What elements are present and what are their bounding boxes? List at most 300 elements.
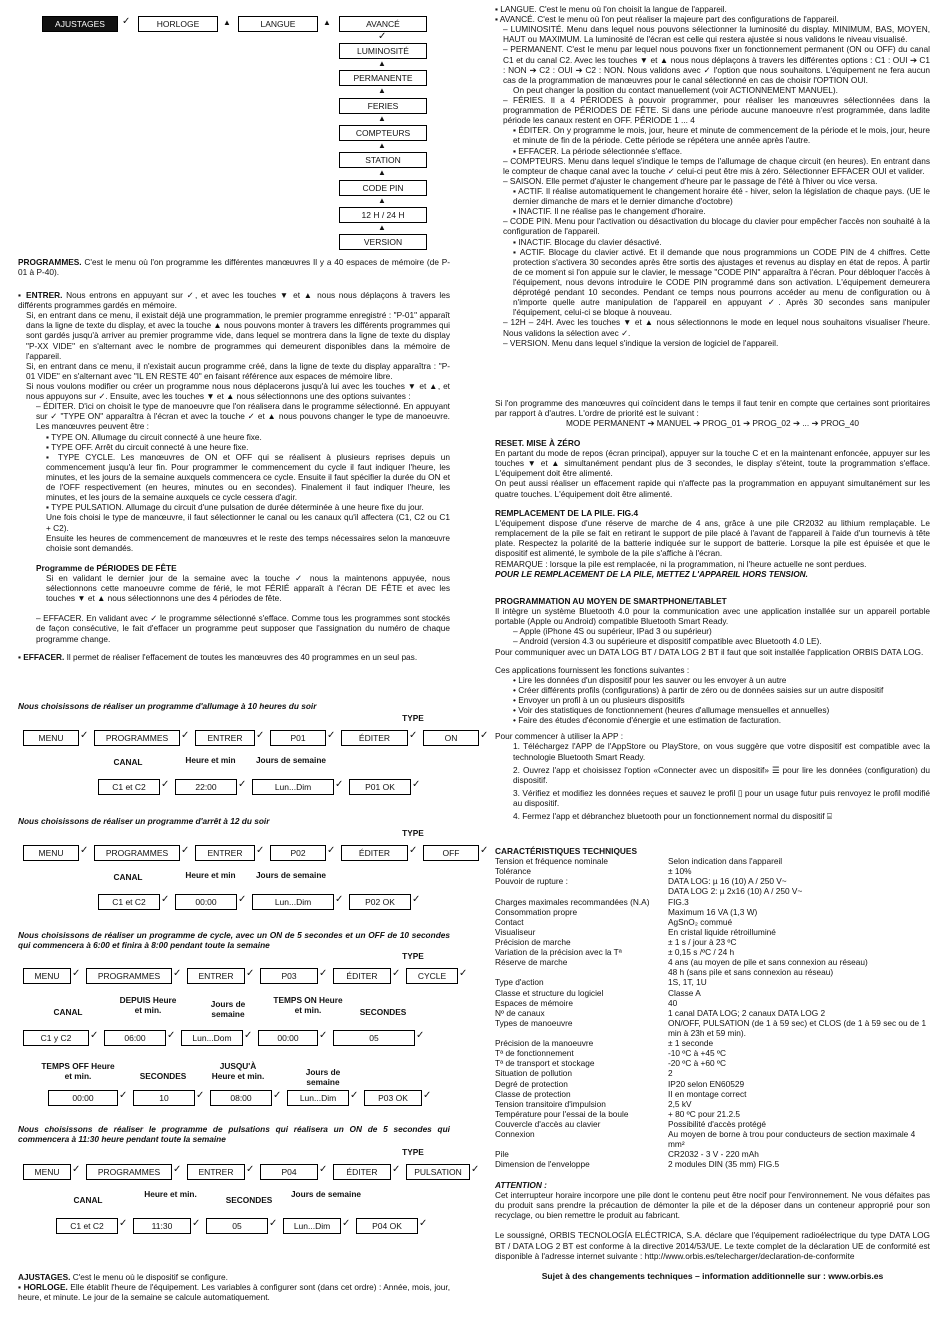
check-icon: ✓	[238, 779, 247, 790]
spec-value: Selon indication dans l'appareil	[668, 856, 783, 867]
depuis-value: 06:00	[104, 1030, 166, 1046]
spec-row	[495, 907, 930, 917]
check-icon: ✓	[244, 1030, 253, 1041]
horloge-text: Elle établit l'heure de l'équipement. Les variables à configurer sont (dans cet ordre) : Année, mois, jour, heure, et minute. Le jour de la semaine se calcule automatiquement.	[18, 1282, 450, 1303]
check-icon: ✓	[327, 730, 336, 741]
check-icon: ✓	[378, 31, 387, 42]
check-icon: ✓	[319, 968, 328, 979]
spec-value: -20 ºC à +60 ºC	[668, 1058, 726, 1069]
entrer-p4: Si nous voulons modifier ou créer un programme nous nous déplacerons jusqu'à lui avec les touches ▼ et ▲, et nous appuyons sur ✓. Ensuite, avec les touches ▼ et ▲ nous sélectionnons une des options suivantes :	[26, 380, 450, 402]
attention-title: ATTENTION :	[495, 1180, 547, 1190]
spec-value: 1S, 1T, 1U	[668, 977, 707, 988]
canal-header: CANAL	[113, 757, 143, 767]
spec-value: DATA LOG 2: µ 2x16 (10) A / 250 V~	[668, 886, 803, 897]
check-icon: ✓	[246, 968, 255, 979]
spec-row	[495, 1109, 930, 1119]
spec-value: Classe A	[668, 987, 701, 998]
codepin-text: – CODE PIN. Menu pour l'activation ou désactivation du blocage du clavier pour empêcher l'accès non souhaité à la configuration de l'appareil.	[503, 216, 930, 237]
app-step-item: 4. Fermez l'app et débranchez bluetooth pour un fonctionnement normal du dispositif ⌸	[513, 811, 832, 822]
check-icon: ✓	[480, 730, 489, 741]
app-comm: Pour communiquer avec un DATA LOG BT / DATA LOG 2 BT il faut que soit installée l'application ORBIS DATA LOG.	[495, 646, 924, 657]
canal-value: C1 et C2	[98, 779, 160, 795]
spec-value: 4 ans (au moyen de pile et sans connexion au réseau)	[668, 957, 868, 968]
check-icon: ✓	[412, 779, 421, 790]
pile-section	[495, 508, 930, 579]
check-icon: ✓	[122, 16, 131, 27]
menu-horloge: HORLOGE	[138, 16, 218, 32]
example-cycle	[18, 950, 468, 1110]
step-box: P02	[270, 845, 326, 861]
app-steps-list	[495, 741, 930, 821]
spec-value: Maximum 16 VA (1,3 W)	[668, 906, 758, 917]
effacer-text: Il permet de réaliser l'effacement de toutes les manœuvres des 40 programmes en un seul pas.	[66, 651, 418, 662]
fete-text: Si en validant le dernier jour de la semaine avec la touche ✓ nous la maintenons appuyée, nous sélectionnons cette manoeuvre comme de férié, le mot FÉRIÉ apparaît à l'écran DE FÊTE et avec les touches ▼ et ▲ nous sélectionnons une des 4 périodes de fête.	[46, 572, 450, 604]
spec-row	[495, 866, 930, 876]
pile-warning: POUR LE REMPLACEMENT DE LA PILE, METTEZ L'APPAREIL HORS TENSION.	[495, 568, 808, 579]
horloge-title: HORLOGE.	[23, 1282, 68, 1293]
seconds-header: SECONDES	[225, 1195, 273, 1205]
spec-key: Nº de canaux	[495, 1007, 545, 1018]
time-value: 00:00	[175, 894, 237, 910]
spec-value: AgSnO₂ commué	[668, 916, 733, 927]
perm-text: – PERMANENT. C'est le menu par lequel nous pouvons fixer un fonctionnement permanent (ON ou OFF) du canal C1 et du canal C2. Avec les touches ▼ et ▲ nous nous déplaçons à travers les différentes options : C1 : OUI ➔ C1 : NON ➔ C2 : OUI ➔ C2 : NON. Nous validons avec ✓ l'option que nous souhaitons. L'équipement ne fera aucun cas de la programmation de manœuvres pour le canal sélectionné en cas de choisir l'OPTION OUI.	[503, 44, 930, 85]
spec-key: Couvercle d'accès au clavier	[495, 1118, 601, 1129]
specs-section	[495, 846, 930, 1170]
ok-value: P02 OK	[349, 894, 411, 910]
days-header: Jours de semaine	[305, 1067, 341, 1087]
check-icon: ✓	[423, 1090, 432, 1101]
saison-text: – SAISON. Elle permet d'ajuster le changement d'heure par le passage de l'été à l'hiver ou vice versa.	[503, 175, 878, 186]
check-icon: ✓	[72, 968, 81, 979]
spec-key: Visualiseur	[495, 926, 536, 937]
app-function-item: • Envoyer un profil à un ou plusieurs dispositifs	[513, 694, 685, 705]
check-icon: ✓	[119, 1218, 128, 1229]
on-time-value: 00:00	[258, 1030, 318, 1046]
programmes-section	[18, 257, 450, 277]
spec-value: -10 ºC à +45 ºC	[668, 1048, 726, 1059]
menu-avance: AVANCÉ	[339, 16, 427, 32]
app-step-item: 2. Ouvrez l'app et choisissez l'option «Connecter avec un dispositif» ☰ pour lire les données (configuration) du dispositif.	[513, 764, 930, 785]
types-list	[18, 432, 450, 513]
up-arrow-icon: ▲	[378, 140, 386, 150]
menu-item: PERMANENTE	[339, 70, 427, 86]
canal-header: CANAL	[53, 1007, 83, 1017]
spec-row	[495, 876, 930, 886]
version-text: – VERSION. Menu dans lequel s'indique la version de logiciel de l'appareil.	[503, 337, 779, 348]
spec-key: Consommation propre	[495, 906, 578, 917]
canal-header: CANAL	[73, 1195, 103, 1205]
seconds-value: 05	[206, 1218, 268, 1234]
menu-item: CODE PIN	[339, 180, 427, 196]
app-function-item: • Créer différents profils (configurations) à partir de zéro ou de données saisies sur un autre dispositif	[513, 684, 884, 695]
ex3-title: Nous choisissons de réaliser un programme de cycle, avec un ON de 5 secondes et un OFF de 10 secondes qui commencera à 6:00 et finira à 8:00 pendant toute la semaine	[18, 930, 450, 951]
reset-text: En partant du mode de repos (écran principal), appuyer sur la touche C et en la maintenant enfoncée, appuyer sur les touches ▼ et ▲ simultanément pendant plus de 3 secondes, le display s'éteint, toute la programmation s'efface. L'équipement doit être alimenté.	[495, 448, 930, 479]
spec-row	[495, 947, 930, 957]
on-seconds-value: 05	[333, 1030, 415, 1046]
check-icon: ✓	[409, 845, 418, 856]
spec-row	[495, 1079, 930, 1089]
check-icon: ✓	[319, 1164, 328, 1175]
up-arrow-icon: ▲	[223, 18, 231, 27]
spec-value: 2	[668, 1068, 673, 1079]
spec-key: Tension transitoire d'impulsion	[495, 1098, 606, 1109]
up-arrow-icon: ▲	[378, 168, 386, 178]
codepin-a: ▪ INACTIF. Blocage du clavier désactivé.	[513, 236, 662, 247]
menu-item: COMPTEURS	[339, 125, 427, 141]
spec-value: IP20 selon EN60529	[668, 1078, 745, 1089]
up-arrow-icon: ▲	[378, 86, 386, 96]
spec-key	[495, 886, 668, 896]
off-time-value: 00:00	[48, 1090, 118, 1106]
spec-value: DATA LOG: µ 16 (10) A / 250 V~	[668, 876, 787, 887]
canal-value: C1 et C2	[98, 894, 160, 910]
up-arrow-icon: ▲	[378, 195, 386, 205]
check-icon: ✓	[392, 1164, 401, 1175]
ok-value: P03 OK	[364, 1090, 422, 1106]
lum-text: – LUMINOSITÉ. Menu dans lequel nous pouvons sélectionner la luminosité du display. MINIMUM, BAS, MOYEN, HAUT ou MAXIMUM. La luminosité de l'écran est celle qui restera ajustée si nous validons le niveau visualisé.	[503, 24, 930, 45]
spec-value: En cristal liquide rétroilluminé	[668, 926, 776, 937]
ex2-title: Nous choisissons de réaliser un programme d'arrêt à 12 du soir	[18, 816, 270, 826]
spec-row	[495, 1149, 930, 1159]
app-function-item: • Faire des études d'économie d'énergie et une estimation de facturation.	[513, 715, 782, 726]
app-text: Il intègre un système Bluetooth 4.0 pour la communication avec une application installée sur un appareil portable portable (Apple ou Android) compatible Bluetooth Smart Ready.	[495, 606, 930, 627]
footer-text: Sujet à des changements techniques – information additionnelle sur : www.orbis.es	[541, 1270, 884, 1281]
example-pulsation	[18, 1146, 480, 1241]
entrer-section: ▪ ENTRER. Nous entrons en appuyant sur ✓, et avec les touches ▼ et ▲ nous nous déplaçons à travers les différents programmes gardés en mémoire. Si, en entrant dans ce menu, il existait déjà une programmation, le premier programme enregistré : "P-01" apparaît dans la ligne de texte du display, et avec la touche ▲ nous pouvons monter à travers les différents programmes qui sont gardés jusqu'à arriver au premier programme vide, dans lequel se montrera dans la ligne de texte du display "P-XX VIDE" en s'alternant avec le nombre de programmes qui demeurent disponibles dans la mémoire de l'appareil. Si, en entrant dans ce menu, il n'existait aucun programme créé, dans la ligne de texte du display apparaîtra : "P-01 VIDE" en s'alternant avec "IL EN RESTE 40" en faisant référence aux espaces de mémoire libre. Si nous voulons modifier ou créer un programme nous nous déplacerons jusqu'à lui avec les touches ▼ et ▲, et nous appuyons sur ✓. Ensuite, avec les touches ▼ et ▲ nous sélectionnons une des options suivantes : – ÉDITER. D'ici on choisit le type de manoeuvre que l'on réalisera dans le programme sélectionné. En appuyant sur ✓ "TYPE ON" apparaîtra à l'écran et avec la touche ✓ et ▲ nous pouvons changer le type de manoeuvre. Les manœuvres peuvent être : ▪ TYPE ON. Allumage du circuit connecté à une heure fixe. ▪ TYPE OFF. Arrêt du circuit connecté à une heure fixe. ▪ TYPE CYCLE. Les manœuvres de ON et OFF qui se réalisent à plusieurs reprises depuis un commencement jusqu'à leur fin. Pour programmer le commencement du cycle il faut indiquer l'heure, les minutes, et les jours de la semaine auxquels commencera ce cycle. Ensuite il faut spécifier la durée du ON et de l'OFF respectivement (en heures, minutes ou en secondes). Finalement il faut indiquer l'heure, les minutes, et les jours de la semaine auxquels ce cycle cessera d'agir. ▪ TYPE PULSATION. Allumage du circuit d'une pulsation de durée déterminée à une heure fixe du jour. Une fois choisi le type de manœuvre, il faut sélectionner le canal ou les canaux qu'il affectera (C1, C2 ou C1 + C2). Ensuite les heures de commencement de manœuvres et le reste des temps nécessaires selon la manœuvre choisie sont demandés. Programme de PÉRIODES DE FÊTE Si en validant le dernier jour de la semaine avec la touche ✓ nous la maintenons appuyée, nous sélectionnons cette manoeuvre comme de férié, le mot FÉRIÉ apparaît à l'écran DE FÊTE et avec les touches ▼ et ▲ nous sélectionnons une des 4 périodes de fête. – EFFACER. En validant avec ✓ le programme sélectionné s'efface. Comme tous les programmes sont stockés de façon consécutive, le fait d'effacer un programme peut supposer que l'assignation du numéro de chaque programme change. ▪ EFFACER. Il permet de réaliser l'effacement de toutes les manœuvres des 40 programmes en un seul pas.	[18, 290, 450, 662]
menu-item: FERIES	[339, 98, 427, 114]
time-header: Heure et min	[185, 870, 236, 880]
check-icon: ✓	[192, 1218, 201, 1229]
spec-key: Classe et structure du logiciel	[495, 987, 604, 998]
days-value: Lun...Dim	[283, 1218, 341, 1234]
app-title: PROGRAMMATION AU MOYEN DE SMARTPHONE/TABLET	[495, 596, 727, 606]
check-icon: ✓	[181, 845, 190, 856]
type-after2: Ensuite les heures de commencement de manœuvres et le reste des temps nécessaires selon la manœuvre choisie sont demandés.	[46, 532, 450, 553]
spec-value: ± 1 s / jour à 23 ºC	[668, 936, 737, 947]
spec-value: + 80 ºC pour 21.2.5	[668, 1108, 740, 1119]
check-icon: ✓	[419, 1218, 428, 1229]
spec-row	[495, 967, 930, 977]
menu-item: LUMINOSITÉ	[339, 43, 427, 59]
check-icon: ✓	[412, 894, 421, 905]
step-box: PROGRAMMES	[94, 730, 180, 746]
feries-b: ▪ EFFACER. La période sélectionnée s'efface.	[513, 145, 683, 156]
step-box: P01	[270, 730, 326, 746]
saison-b: ▪ INACTIF. Il ne réalise pas le changement d'horaire.	[513, 206, 706, 217]
entrer-text: Nous entrons en appuyant sur ✓, et avec les touches ▼ et ▲ nous nous déplaçons à travers les différents programmes gardés en mémoire.	[18, 290, 450, 311]
spec-row	[495, 1068, 930, 1078]
spec-value: Au moyen de borne à trou pour conducteurs de section maximale 4 mm²	[668, 1129, 916, 1150]
check-icon: ✓	[319, 1030, 328, 1041]
menu-langue: LANGUE	[238, 16, 318, 32]
step-box: MENU	[23, 1164, 71, 1180]
spec-row	[495, 1089, 930, 1099]
check-icon: ✓	[269, 1218, 278, 1229]
check-icon: ✓	[256, 845, 265, 856]
jusqua-value: 08:00	[210, 1090, 272, 1106]
app-funcs-intro: Ces applications fournissent les fonctions suivantes :	[495, 664, 690, 675]
spec-key: Type d'action	[495, 977, 544, 988]
canal-header: CANAL	[113, 872, 143, 882]
entrer-p2: Si, en entrant dans ce menu, il existait déjà une programmation, le premier programme enregistré : "P-01" apparaît dans la ligne de texte du display, et avec la touche ▲ nous pouvons monter à travers les différents programmes qui sont gardés jusqu'à arriver au premier programme vide, dans lequel se montrera dans la ligne de texte du display "P-XX VIDE" en s'alternant avec le nombre de programmes qui demeurent disponibles dans la mémoire de l'appareil.	[26, 310, 450, 361]
spec-row	[495, 998, 930, 1008]
days-value: Lun...Dim	[252, 779, 334, 795]
up-arrow-icon: ▲	[378, 59, 386, 68]
feries-text: – FÉRIES. Il a 4 PÉRIODES à pouvoir programmer, pour réaliser les manœuvres sélectionnées dans la programmation de PÉRIODES DE FÊTE. Si dans une période aucune manoeuvre n'est programmée, dans ladite période les canaux restent en OFF. PÉRIODE 1 ... 4	[503, 94, 930, 126]
reset-section	[495, 438, 930, 499]
spec-value: 2 modules DIN (35 mm) FIG.5	[668, 1159, 780, 1170]
spec-key: Température pour l'essai de la boule	[495, 1108, 629, 1119]
spec-key: Pile	[495, 1149, 509, 1160]
spec-value: 2,5 kV	[668, 1098, 692, 1109]
check-icon: ✓	[173, 968, 182, 979]
step-box: ÉDITER	[333, 1164, 391, 1180]
step-box: ÉDITER	[341, 730, 408, 746]
days-header: Jours de semaine	[255, 755, 327, 765]
temps-on-header: TEMPS ON Heure et min.	[273, 995, 343, 1015]
days-header: Jours de semaine	[255, 870, 327, 880]
step-box: ÉDITER	[333, 968, 391, 984]
check-icon: ✓	[409, 730, 418, 741]
avance-section	[495, 4, 930, 348]
spec-key: Contact	[495, 916, 524, 927]
spec-value: 40	[668, 997, 678, 1008]
step-box: MENU	[23, 730, 79, 746]
check-icon: ✓	[161, 894, 170, 905]
time-header: Heure et min	[185, 755, 236, 765]
check-icon: ✓	[161, 779, 170, 790]
check-icon: ✓	[471, 1164, 480, 1175]
spec-value: FIG.3	[668, 896, 689, 907]
step-box: ENTRER	[187, 1164, 245, 1180]
type-item: ▪ TYPE PULSATION. Allumage du circuit d'une pulsation de durée déterminée à une heure fixe du jour.	[46, 502, 424, 513]
step-box: ENTRER	[195, 730, 255, 746]
menu-item: STATION	[339, 152, 427, 168]
spec-key: Espaces de mémoire	[495, 997, 573, 1008]
canal-value: C1 y C2	[23, 1030, 89, 1046]
entrer-title: ENTRER.	[26, 290, 63, 300]
type-value: ON	[423, 730, 479, 746]
effacer-title: EFFACER.	[23, 651, 65, 662]
spec-key: Tension et fréquence nominale	[495, 856, 609, 867]
app-steps-intro: Pour commencer à utiliser la APP :	[495, 731, 624, 742]
time-value: 22:00	[175, 779, 237, 795]
entrer-p3: Si, en entrant dans ce menu, il n'existait aucun programme créé, dans la ligne de texte du display apparaîtra : "P-01 VIDE" en s'alternant avec "IL EN RESTE 40" en faisant référence aux espaces de mémoire libre.	[26, 360, 450, 381]
off-seconds-value: 10	[133, 1090, 195, 1106]
spec-row	[495, 917, 930, 927]
step-box: PROGRAMMES	[86, 1164, 172, 1180]
perm2-text: On peut changer la position du contact manuellement (voir ACTIONNEMENT MANUEL).	[513, 84, 838, 95]
time-header: Heure et min.	[144, 1189, 197, 1199]
spec-key: Réserve de marche	[495, 957, 568, 968]
spec-value: ± 0,15 s /ºC / 24 h	[668, 947, 735, 958]
days-value: Lun...Dim	[287, 1090, 349, 1106]
spec-key: Classe de protection	[495, 1088, 571, 1099]
days-header: Jours de semaine	[290, 1189, 362, 1199]
spec-value: Possibilité d'accès protégé	[668, 1118, 766, 1129]
menu-ajustages: AJUSTAGES	[42, 16, 118, 32]
jusqua-header: JUSQU'À Heure et min.	[211, 1061, 265, 1081]
spec-key: Tª de transport et stockage	[495, 1058, 595, 1069]
attention-section	[495, 1180, 930, 1281]
check-icon: ✓	[342, 1218, 351, 1229]
programmes-title: PROGRAMMES.	[18, 257, 82, 267]
up-arrow-icon: ▲	[378, 222, 386, 232]
app-step-item: 1. Téléchargez l'APP de l'AppStore ou PlayStore, on vous suggère que votre dispositif est compatible avec la technologie Bluetooth Smart Ready.	[513, 741, 930, 762]
spec-key: Types de manoeuvre	[495, 1017, 573, 1028]
step-box: P03	[260, 968, 318, 984]
type-value: CYCLE	[406, 968, 458, 984]
check-icon: ✓	[273, 1090, 282, 1101]
days-value: Lun...Dom	[181, 1030, 243, 1046]
saison-a: ▪ ACTIF. Il réalise automatiquement le changement horaire été - hiver, selon la législation de chaque pays. (UE le dernier dimanche de mars et le dernier dimanche d'octobre)	[513, 185, 930, 207]
type-header: TYPE	[402, 828, 424, 838]
days-header: Jours de semaine	[210, 999, 246, 1019]
feries-a: ▪ ÉDITER. On y programme le mois, jour, heure et minute de commencement de la période et le mois, jour, heure et minute de fin de la période. Cette période se répétera une année après l'autre.	[513, 125, 930, 146]
app-function-item: • Voir des statistiques de fonctionnement (heures d'allumage mensuelles et annuelles)	[513, 705, 830, 716]
depuis-header: DEPUIS Heure et min.	[119, 995, 177, 1015]
spec-value: CR2032 - 3 V - 220 mAh	[668, 1149, 759, 1160]
up-arrow-icon: ▲	[323, 18, 331, 27]
seconds-header: SECONDES	[359, 1007, 407, 1017]
check-icon: ✓	[173, 1164, 182, 1175]
check-icon: ✓	[181, 730, 190, 741]
declaration-text: Le soussigné, ORBIS TECNOLOGÍA ELÉCTRICA, S.A. déclare que l'équipement radioélectrique du type DATA LOG BT / DATA LOG 2 BT est conforme à la directive 2014/53/UE. Le texte complet de la déclaration UE de conformité est disponible à l'adresse internet suivante : http://www.orbis.es/telecharger/declaration-de-conformite	[495, 1230, 930, 1261]
spec-row	[495, 886, 930, 896]
spec-row	[495, 1129, 930, 1149]
programmes-text: C'est le menu où l'on programme les différentes manœuvres Il y a 40 espaces de mémoire (de P-01 à P-40).	[18, 257, 450, 278]
step-box: MENU	[23, 845, 79, 861]
example-off	[18, 827, 489, 922]
specs-table	[495, 856, 930, 1169]
spec-value: 1 canal DATA LOG; 2 canaux DATA LOG 2	[668, 1007, 826, 1018]
spec-title: CARACTÉRISTIQUES TECHNIQUES	[495, 846, 637, 856]
spec-row	[495, 1159, 930, 1169]
days-value: Lun...Dim	[252, 894, 334, 910]
app-android: – Android (version 4.3 ou supérieure et dispositif compatible avec Bluetooth 4.0 LE).	[513, 636, 822, 647]
effacer-prog: – EFFACER. En validant avec ✓ le programme sélectionné s'efface. Comme tous les programmes sont stockés de façon consécutive, le fait d'effacer un programme peut supposer que l'assignation du numéro de chaque programme change.	[36, 613, 450, 644]
menu-item: 12 H / 24 H	[339, 207, 427, 223]
priority-chain: MODE PERMANENT ➔ MANUEL ➔ PROG_01 ➔ PROG_02 ➔ ... ➔ PROG_40	[566, 418, 859, 429]
step-box: ÉDITER	[341, 845, 408, 861]
spec-row	[495, 897, 930, 907]
check-icon: ✓	[459, 968, 468, 979]
up-arrow-icon: ▲	[378, 113, 386, 123]
step-box: ENTRER	[187, 968, 245, 984]
menu-item: VERSION	[339, 234, 427, 250]
step-box: PROGRAMMES	[86, 968, 172, 984]
spec-key	[495, 967, 668, 977]
spec-key: Connexion	[495, 1129, 535, 1140]
ajust-text: C'est le menu où le dispositif se configure.	[72, 1272, 228, 1282]
type-item: ▪ TYPE OFF. Arrêt du circuit connecté à une heure fixe.	[46, 441, 249, 452]
ok-value: P01 OK	[349, 779, 411, 795]
canal-value: C1 et C2	[56, 1218, 118, 1234]
fete-title: Programme de PÉRIODES DE FÊTE	[36, 562, 177, 573]
ajust-title: AJUSTAGES.	[18, 1272, 71, 1282]
ex1-title: Nous choisissons de réaliser un programme d'allumage à 10 heures du soir	[18, 701, 317, 711]
check-icon: ✓	[246, 1164, 255, 1175]
spec-row	[495, 1038, 930, 1048]
pile-text: L'équipement dispose d'une réserve de marche de 4 ans, grâce à une pile CR2032 au lithium remplaçable. Le remplacement de la pile se fait en retirant le support de pile placé à l'avant de l'appareil à l'aide d'un tournevis à tête plate. Respectez la polarité de la batterie indiquée sur le support de batterie. Lorsque la pile est épuisée et que le dispositif est alimenté, le symbole de la pile s'affiche à l'écran.	[495, 518, 930, 559]
check-icon: ✓	[80, 730, 89, 741]
ajustages-section: AJUSTAGES. C'est le menu où le dispositif se configure. ▪ HORLOGE. Elle établit l'heure de l'équipement. Les variables à configurer sont (dans cet ordre) : Année, mois, jour, heure, et minute. Le jour de la semaine se calcule automatiquement.	[18, 1272, 450, 1303]
app-apple: – Apple (iPhone 4S ou supérieur, IPad 3 ou supérieur)	[513, 626, 712, 637]
type-item: ▪ TYPE ON. Allumage du circuit connecté à une heure fixe.	[46, 431, 262, 442]
spec-value: ± 10%	[668, 866, 692, 877]
check-icon: ✓	[480, 845, 489, 856]
check-icon: ✓	[80, 845, 89, 856]
ex4-title: Nous choisissons de réaliser le programme de pulsations qui réalisera un ON de 5 secondes qui commencera à 11:30 heure pendant toute la semaine	[18, 1124, 450, 1145]
pile-title: REMPLACEMENT DE LA PILE. FIG.4	[495, 508, 639, 518]
example-on	[18, 712, 489, 807]
step-box: P04	[260, 1164, 318, 1180]
check-icon: ✓	[72, 1164, 81, 1175]
check-icon: ✓	[256, 730, 265, 741]
spec-row	[495, 977, 930, 987]
app-function-item: • Lire les données d'un dispositif pour les sauver ou les envoyer à un autre	[513, 674, 787, 685]
spec-row	[495, 1008, 930, 1018]
check-icon: ✓	[238, 894, 247, 905]
spec-row	[495, 988, 930, 998]
reset-title: RESET. MISE À ZÉRO	[495, 438, 581, 448]
spec-row	[495, 957, 930, 967]
spec-key: Pouvoir de rupture :	[495, 876, 568, 887]
spec-row	[495, 1058, 930, 1068]
spec-row	[495, 1099, 930, 1109]
editer-text: – ÉDITER. D'ici on choisit le type de manoeuvre que l'on réalisera dans le programme sélectionné. En appuyant sur ✓ "TYPE ON" apparaîtra à l'écran et avec la touche ✓ et ▲ nous pouvons changer le type de manoeuvre. Les manœuvres peuvent être :	[36, 401, 450, 432]
type-value: PULSATION	[406, 1164, 470, 1180]
app-step-item: 3. Vérifiez et modifiez les données reçues et sauvez le profil ▯ pour un usage futur puis renvoyez le profil modifié au dispositif.	[513, 787, 930, 808]
spec-value: II en montage correct	[668, 1088, 747, 1099]
spec-row	[495, 927, 930, 937]
spec-value: ± 1 seconde	[668, 1038, 714, 1049]
spec-row	[495, 937, 930, 947]
spec-key: Charges maximales recommandées (N.A)	[495, 896, 650, 907]
time-value: 11:30	[133, 1218, 191, 1234]
spec-row	[495, 1048, 930, 1058]
spec-key: Précision de la manoeuvre	[495, 1038, 594, 1049]
ok-value: P04 OK	[356, 1218, 418, 1234]
check-icon: ✓	[327, 845, 336, 856]
app-section	[495, 596, 930, 824]
spec-row	[495, 1018, 930, 1038]
spec-key: Tolérance	[495, 866, 531, 877]
spec-key: Précision de marche	[495, 936, 571, 947]
step-box: PROGRAMMES	[94, 845, 180, 861]
check-icon: ✓	[119, 1090, 128, 1101]
spec-value: ON/OFF, PULSATION (de 1 à 59 sec) et CLOS (de 1 à 59 sec ou de 1 min à 23h et 59 min).	[668, 1017, 927, 1038]
type-item: ▪ TYPE CYCLE. Les manœuvres de ON et OFF qui se réalisent à plusieurs reprises depuis un commencement jusqu'à leur fin. Pour programmer le commencement du cycle il faut indiquer l'heure, les minutes, et les jours de la semaine auxquels commencera ce cycle. Ensuite il faut spécifier la durée du ON et de l'OFF respectivement (en heures, minutes ou en secondes). Finalement il faut indiquer l'heure, les minutes, et les jours de la semaine auxquels ce cycle cessera d'agir.	[46, 451, 450, 503]
h1224-text: – 12H – 24H. Avec les touches ▼ et ▲ nous sélectionnons le mode en lequel nous souhaitons visualiser l'heure. Nous validons la sélection avec ✓.	[503, 317, 930, 338]
type-header: TYPE	[402, 1147, 424, 1157]
pile-remarque: REMARQUE : lorsque la pile est remplacée, ni la programmation, ni l'heure actuelle ne sont perdues.	[495, 558, 867, 569]
step-box: MENU	[23, 968, 71, 984]
spec-key: Tª de fonctionnement	[495, 1048, 574, 1059]
step-box: ENTRER	[195, 845, 255, 861]
priority-text: Si l'on programme des manœuvres qui coïncident dans le temps il faut tenir en compte que certaines sont prioritaires par rapport à d'autres. L'ordre de priorité est le suivant :	[495, 398, 930, 419]
spec-key: Degré de protection	[495, 1078, 568, 1089]
check-icon: ✓	[350, 1090, 359, 1101]
type-header: TYPE	[402, 951, 424, 961]
check-icon: ✓	[167, 1030, 176, 1041]
spec-key: Dimension de l'enveloppe	[495, 1159, 590, 1170]
type-header: TYPE	[402, 713, 424, 723]
compteurs-text: – COMPTEURS. Menu dans lequel s'indique le temps de l'allumage de chaque circuit (en heures). En entrant dans le compteur de chaque canal avec la touche ✓ celui-ci peut être mis à zéro. Sélectionner EFFACER OUI et valider.	[503, 155, 930, 176]
check-icon: ✓	[335, 894, 344, 905]
seconds-header: SECONDES	[139, 1071, 187, 1081]
temps-off-header: TEMPS OFF Heure et min.	[41, 1061, 115, 1081]
